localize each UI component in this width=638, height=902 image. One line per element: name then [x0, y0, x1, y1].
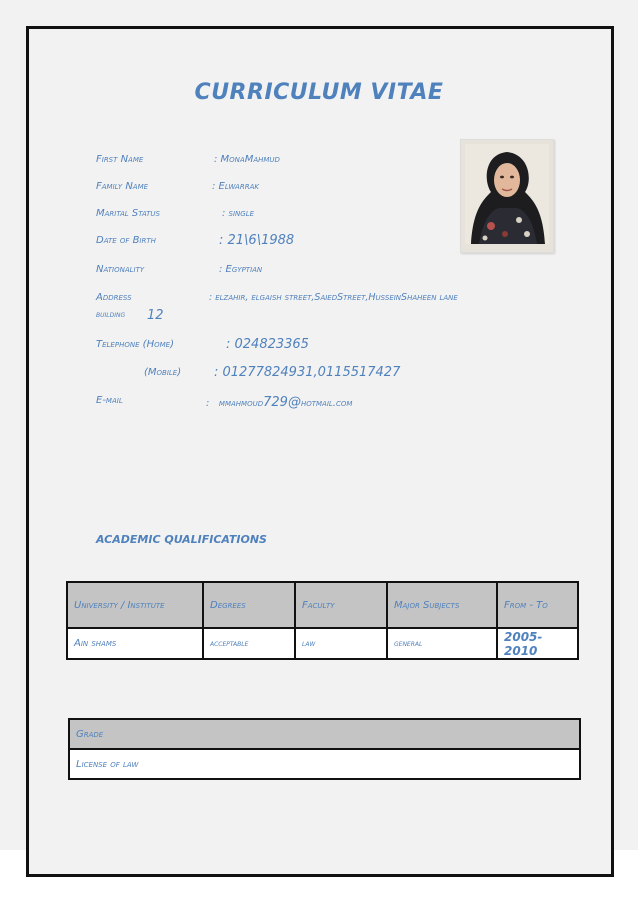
phone-home-value: : 024823365 [226, 337, 309, 352]
grade-row [69, 749, 580, 779]
cell-major: general [387, 628, 497, 659]
grade-value: License of law [69, 749, 580, 779]
phone-mobile-label: (Mobile) [144, 367, 182, 378]
table-row [67, 628, 578, 659]
profile-photo [460, 139, 554, 253]
cell-degree: acceptable [203, 628, 295, 659]
qualifications-table [66, 581, 579, 660]
first-name-value: : MonaMahmud [214, 154, 280, 165]
marital-status-value: : single [222, 208, 255, 219]
email-value [206, 395, 352, 410]
phone-mobile-value: : 01277824931,0115517427 [214, 365, 401, 380]
email-domain: hotmail.com [300, 398, 353, 409]
cell-university: Ain shams [67, 628, 203, 659]
cell-faculty: law [295, 628, 387, 659]
academic-heading: ACADEMIC QUALIFICATIONS [96, 533, 267, 546]
family-name-label: Family Name [96, 181, 149, 192]
dob-label: Date of Birth [96, 235, 156, 246]
dob-value: : 21\6\1988 [219, 233, 295, 248]
first-name-label: First Name [96, 154, 144, 165]
address-line2-number: 12 [147, 308, 164, 323]
address-label: Address [96, 292, 132, 303]
grade-table [68, 718, 581, 780]
email-colon: : [206, 398, 210, 409]
address-value: : elzahir, elgaish street,SaiedStreet,HusseinShaheen lane [209, 292, 458, 303]
header-degrees: Degrees [203, 582, 295, 628]
header-from-to: From - To [497, 582, 578, 628]
grade-header: Grade [69, 719, 580, 749]
email-label: E-mail [96, 395, 123, 406]
header-major-subjects: Major Subjects [387, 582, 497, 628]
email-user: mmahmoud [218, 398, 264, 409]
table-header-row [67, 582, 578, 628]
nationality-value: : Egyptian [219, 264, 263, 275]
nationality-label: Nationality [96, 264, 145, 275]
header-university: University / Institute [67, 582, 203, 628]
family-name-value: : Elwarrak [212, 181, 259, 192]
address-line2: building [96, 310, 126, 320]
cell-from-to: 2005-2010 [497, 628, 578, 659]
email-number: 729@ [263, 395, 301, 410]
phone-home-label: Telephone (Home) [96, 339, 174, 350]
grade-header-row [69, 719, 580, 749]
page-title: CURRICULUM VITAE [194, 80, 444, 105]
header-faculty: Faculty [295, 582, 387, 628]
portrait-image [461, 140, 553, 252]
marital-status-label: Marital Status [96, 208, 160, 219]
